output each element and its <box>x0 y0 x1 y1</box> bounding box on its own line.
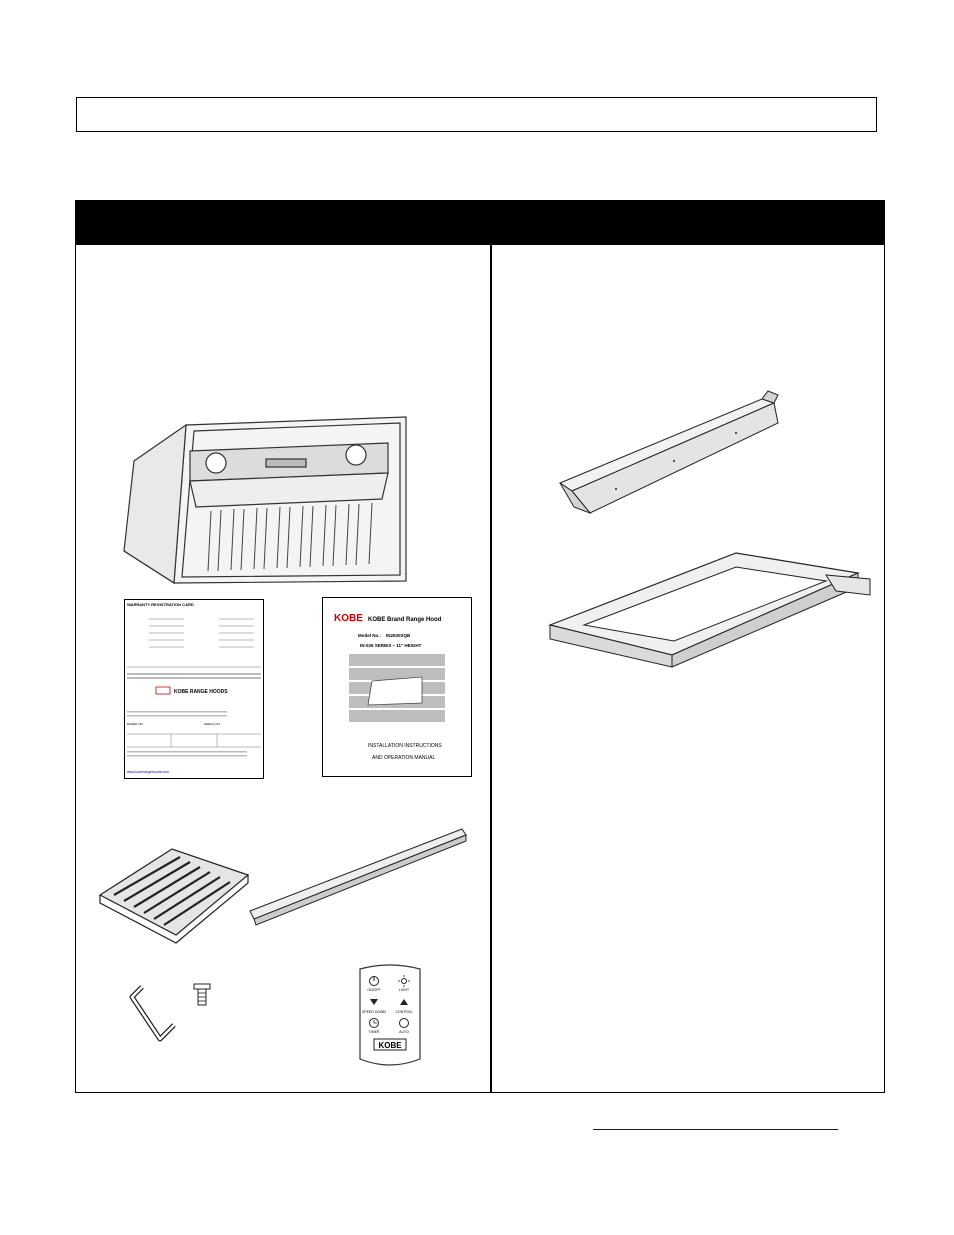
manual-model-label: Model No.: <box>358 633 381 638</box>
remote-on-off-label: ON/OFF <box>367 988 381 992</box>
manual-logo: KOBE <box>334 613 363 624</box>
warranty-card-brand: KOBE RANGE HOODS <box>174 689 228 695</box>
right-column-header <box>492 201 884 245</box>
remote-speed-down-label: SPEED DOWN <box>362 1010 386 1014</box>
remote-auto-label: AUTO <box>399 1030 409 1034</box>
manual-line-2: AND OPERATION MANUAL <box>372 755 436 761</box>
parts-table <box>75 200 885 1093</box>
remote-control-label: CONTROL <box>395 1010 413 1014</box>
remote-logo: KOBE <box>378 1041 402 1050</box>
hex-key-icon <box>128 983 178 1043</box>
warranty-card-website: www.koberangehoods.com <box>127 770 170 774</box>
manual-model-value: IN2630SQB <box>386 633 411 638</box>
warranty-card-model-label: MODEL NO. <box>127 722 144 726</box>
remote-timer-label: TIMER <box>368 1030 380 1034</box>
range-hood-insert-illustration <box>116 411 416 593</box>
manual-brand-line: KOBE Brand Range Hood <box>368 617 442 623</box>
left-column-header <box>76 201 490 245</box>
footer-link[interactable] <box>593 1118 838 1130</box>
left-column-cell <box>76 245 490 1092</box>
footer-link-underline <box>593 1129 838 1130</box>
page-title-box <box>76 97 877 132</box>
remote-control-illustration <box>354 961 426 1071</box>
warranty-card-illustration <box>124 599 264 779</box>
remote-light-label: LIGHT <box>398 988 410 992</box>
filter-rail-illustration <box>246 825 468 935</box>
manual-line-1: INSTALLATION INSTRUCTIONS <box>368 743 442 749</box>
right-column-cell <box>492 245 884 1092</box>
grease-filter-illustration <box>92 845 252 941</box>
screw-icon <box>192 983 212 1007</box>
mounting-flange-illustration <box>556 391 816 521</box>
manual-series: IN-026 SERIES – 11" HEIGHT <box>360 643 422 648</box>
warranty-card-serial-label: SERIAL NO. <box>204 722 221 726</box>
manual-cover-illustration <box>322 597 472 777</box>
liner-frame-illustration <box>540 547 870 695</box>
warranty-card-heading: WARRANTY REGISTRATION CARD <box>127 602 194 607</box>
